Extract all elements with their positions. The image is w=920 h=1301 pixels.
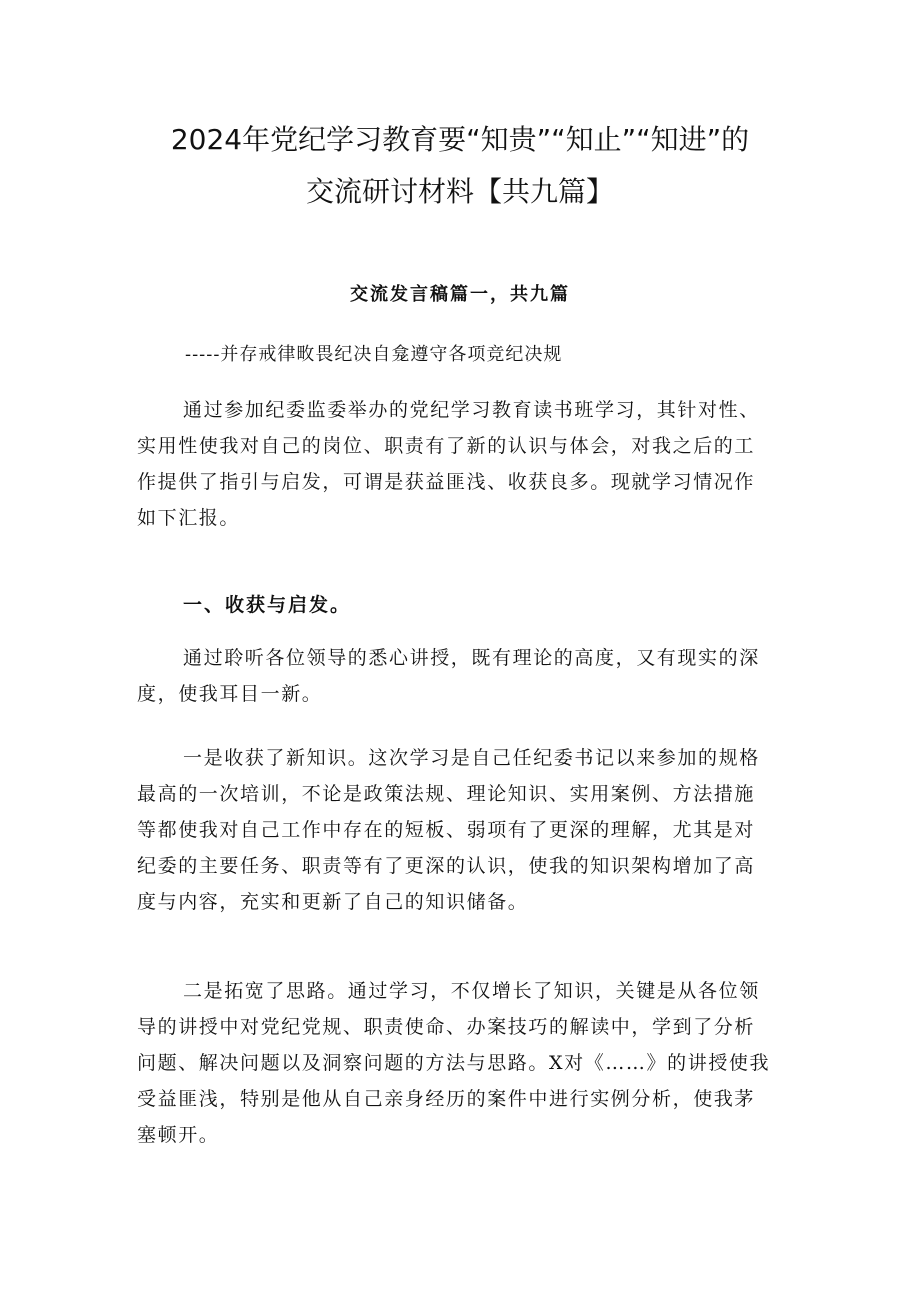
paragraph-line: 一是收获了新知识。这次学习是自己任纪委书记以来参加的规格 <box>183 747 760 769</box>
paragraph-line: 导的讲授中对党纪党规、职责使命、办案技巧的解读中，学到了分析 <box>137 1016 756 1038</box>
document-title-line-2: 交流研讨材料【共九篇】 <box>305 175 614 208</box>
paragraph-line: 作提供了指引与启发，可谓是获益匪浅、收获良多。现就学习情况作 <box>137 471 756 493</box>
paragraph-line: 最高的一次培训，不论是政策法规、理论知识、实用案例、方法措施 <box>137 783 756 805</box>
paragraph-line: 纪委的主要任务、职责等有了更深的认识，使我的知识架构增加了高 <box>137 855 756 877</box>
paragraph-line: 等都使我对自己工作中存在的短板、弱项有了更深的理解，尤其是对 <box>137 819 756 841</box>
subtitle-tagline: -----并存戒律畋畏纪决自龛遵守各项竞纪决规 <box>185 344 563 365</box>
paragraph-line: 如下汇报。 <box>137 507 241 529</box>
paragraph-line: 二是拓宽了思路。通过学习，不仅增长了知识，关键是从各位领 <box>183 980 760 1002</box>
paragraph-line: 度与内容，充实和更新了自己的知识储备。 <box>137 891 529 913</box>
paragraph-intro <box>137 392 797 536</box>
section-heading: 一、收获与启发。 <box>183 594 352 616</box>
paragraph-line: 受益匪浅，特别是他从自己亲身经历的案件中进行实例分析，使我茅 <box>137 1088 756 1110</box>
paragraph-line: 度，使我耳目一新。 <box>137 683 323 705</box>
paragraph-line: 通过参加纪委监委举办的党纪学习教育读书班学习，其针对性、 <box>183 399 760 421</box>
paragraph-line: 通过聆听各位领导的悉心讲授，既有理论的高度，又有现实的深 <box>183 647 760 669</box>
paragraph-line: 塞顿开。 <box>137 1124 220 1146</box>
section-subtitle: 交流发言稿篇一，共九篇 <box>350 284 570 305</box>
paragraph-line: 实用性使我对自己的岗位、职责有了新的认识与体会，对我之后的工 <box>137 435 756 457</box>
paragraph-line: 问题、解决问题以及洞察问题的方法与思路。X对《……》的讲授使我 <box>137 1052 771 1074</box>
paragraph-gains <box>137 640 797 712</box>
document-title-line-1: 2024年党纪学习教育要“知贵”“知止”“知进”的 <box>170 123 750 156</box>
paragraph-broadened-thinking <box>137 973 797 1153</box>
paragraph-new-knowledge <box>137 740 797 920</box>
